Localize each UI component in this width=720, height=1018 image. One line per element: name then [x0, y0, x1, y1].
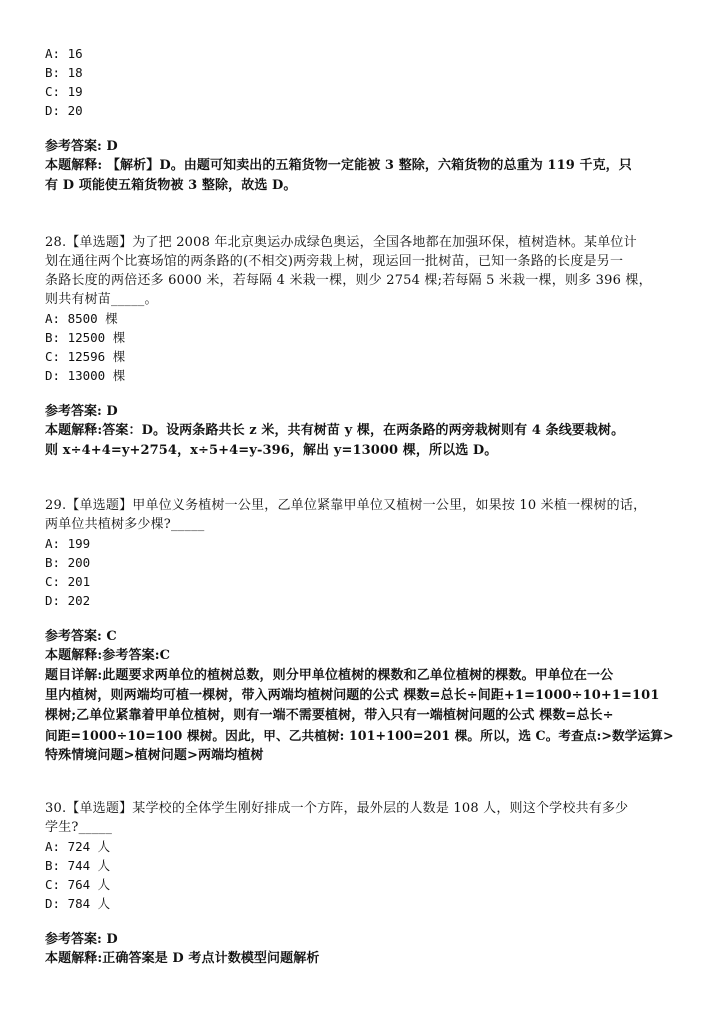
answer-line: 参考答案: D — [45, 139, 118, 154]
option-d: D: 20 — [45, 103, 83, 118]
option-c: C: 201 — [45, 574, 91, 589]
option-c: C: 12596 棵 — [45, 349, 126, 364]
question-28-text: 则共有树苗_____。 — [45, 292, 158, 307]
option-d: D: 13000 棵 — [45, 368, 126, 383]
option-c: C: 19 — [45, 84, 83, 99]
question-30-text: 学生?_____ — [45, 820, 113, 835]
question-28-text: 划在通往两个比赛场馆的两条路的(不相交)两旁栽上树，现运回一批树苗，已知一条路的长度是另一 — [45, 254, 624, 269]
question-29-text: 29.【单选题】甲单位义务植树一公里，乙单位紧靠甲单位又植树一公里，如果按 10 米植一棵树的话， — [45, 498, 647, 513]
answer-line: 参考答案: C — [45, 629, 117, 644]
explanation-line: 本题解释: 【解析】D。由题可知卖出的五箱货物一定能被 3 整除，六箱货物的总重为 119 千克，只 — [45, 158, 632, 173]
question-29-text: 两单位共植树多少棵?_____ — [45, 517, 205, 532]
explanation-line: 有 D 项能使五箱货物被 3 整除，故选 D。 — [45, 178, 297, 193]
explanation-line: 则 x÷4+4=y+2754，x÷5+4=y-396，解出 y=13000 棵，所以选 D。 — [45, 443, 498, 458]
question-28-text: 28.【单选题】为了把 2008 年北京奥运办成绿色奥运，全国各地都在加强环保，植树造林。某单位计 — [45, 235, 637, 250]
explanation-line: 棵树;乙单位紧靠着甲单位植树，则有一端不需要植树，带入只有一端植树问题的公式 棵数=总长÷ — [45, 708, 614, 723]
option-d: D: 202 — [45, 593, 91, 608]
option-a: A: 16 — [45, 46, 83, 61]
question-28-text: 条路长度的两倍还多 6000 米，若每隔 4 米栽一棵，则少 2754 棵;若每隔 5 米栽一棵，则多 396 棵， — [45, 273, 652, 288]
question-30-text: 30.【单选题】某学校的全体学生刚好排成一个方阵，最外层的人数是 108 人，则这个学校共有多少 — [45, 801, 629, 816]
option-b: B: 200 — [45, 555, 91, 570]
option-a: A: 8500 棵 — [45, 311, 118, 326]
explanation-line: 题目详解:此题要求两单位的植树总数，则分甲单位植树的棵数和乙单位植树的棵数。甲单位在一公 — [45, 668, 614, 683]
answer-line: 参考答案: D — [45, 404, 118, 419]
option-a: A: 199 — [45, 536, 91, 551]
explanation-line: 本题解释:正确答案是 D 考点计数模型问题解析 — [45, 951, 320, 966]
answer-line: 参考答案: D — [45, 932, 118, 947]
option-b: B: 744 人 — [45, 858, 111, 873]
explanation-line: 本题解释:参考答案:C — [45, 648, 171, 663]
option-d: D: 784 人 — [45, 896, 111, 911]
explanation-line: 特殊情境问题>植树问题>两端均植树 — [45, 748, 264, 763]
explanation-line: 里内植树，则两端均可植一棵树，带入两端均植树问题的公式 棵数=总长÷间距+1=1000÷10+1=101 — [45, 688, 660, 703]
option-b: B: 12500 棵 — [45, 330, 126, 345]
explanation-line: 间距=1000÷10=100 棵树。因此，甲、乙共植树: 101+100=201 棵。所以，选 C。考查点:>数学运算> — [45, 728, 674, 743]
option-c: C: 764 人 — [45, 877, 111, 892]
option-b: B: 18 — [45, 65, 83, 80]
option-a: A: 724 人 — [45, 839, 111, 854]
explanation-line: 本题解释:答案：D。设两条路共长 z 米，共有树苗 y 棵，在两条路的两旁栽树则有 4 条线要栽树。 — [45, 423, 625, 438]
